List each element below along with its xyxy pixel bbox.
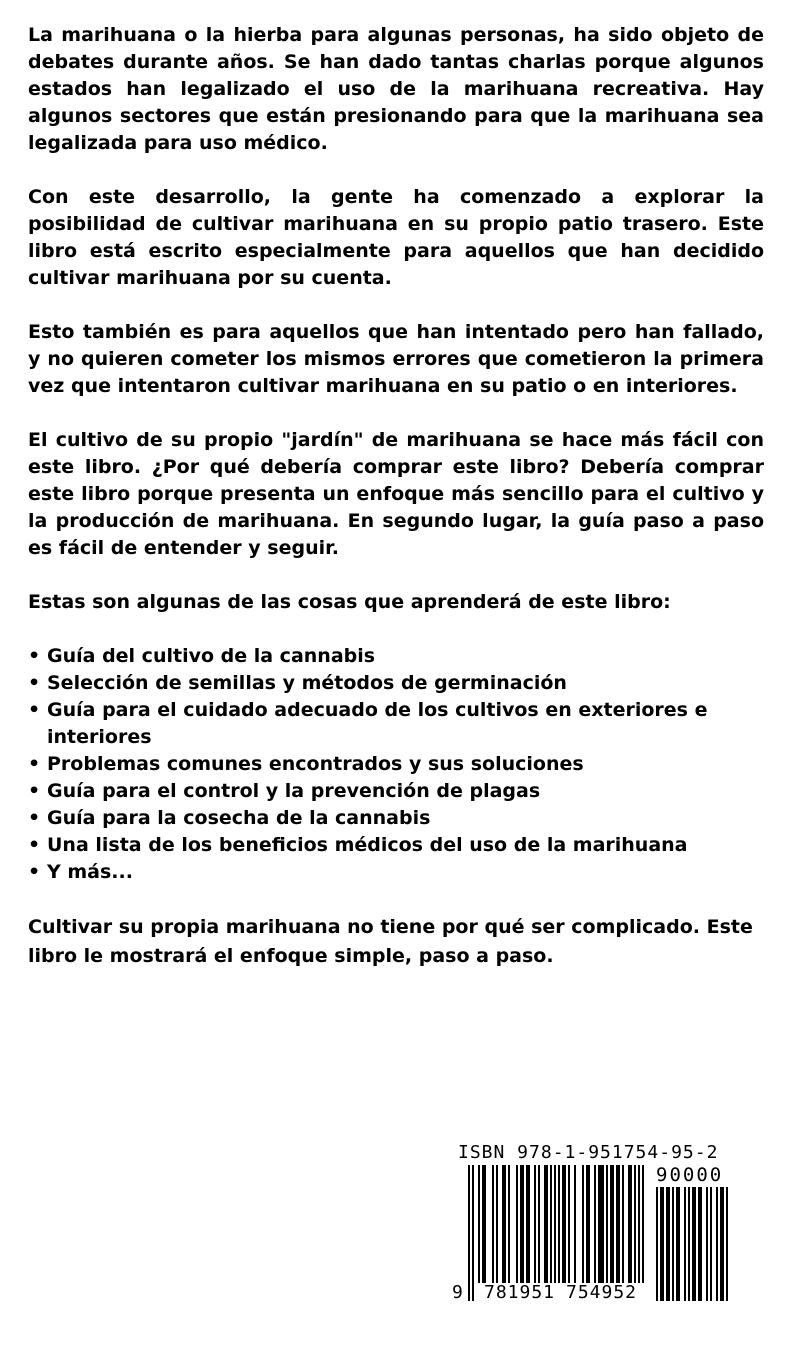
isbn-barcode	[452, 1143, 742, 1315]
barcode-bar	[720, 1187, 724, 1301]
list-item: • Problemas comunes encontrados y sus soluciones	[28, 751, 764, 778]
barcode-bar	[554, 1165, 556, 1283]
barcode-bar	[726, 1187, 728, 1301]
barcode-bar	[634, 1165, 636, 1283]
barcode-bar	[672, 1187, 674, 1301]
barcode-bar	[568, 1165, 570, 1283]
barcode-bar	[716, 1187, 718, 1301]
list-item: • Guía para la cosecha de la cannabis	[28, 805, 764, 832]
barcode-bar	[638, 1165, 640, 1283]
barcode-bar	[496, 1165, 498, 1283]
barcode-bar	[684, 1187, 686, 1301]
barcode-bar	[508, 1165, 510, 1283]
barcode-bar	[534, 1165, 536, 1283]
barcode-bar	[586, 1165, 590, 1283]
barcode-bar	[594, 1165, 596, 1283]
barcode-bar	[520, 1165, 524, 1283]
barcode-bar	[710, 1187, 712, 1301]
list-item: • Guía para el control y la prevención de plagas	[28, 778, 764, 805]
price-code: 90000	[656, 1164, 724, 1186]
barcode-bars-main	[468, 1165, 648, 1301]
list-intro: Estas son algunas de las cosas que aprenderá de este libro:	[28, 591, 671, 613]
barcode-bar	[558, 1165, 560, 1283]
list-item: • Y más...	[28, 859, 764, 886]
topic-list	[28, 643, 764, 886]
barcode-bar	[502, 1165, 506, 1283]
ean-left-digits: 781951	[484, 1282, 556, 1303]
barcode-bar	[582, 1165, 584, 1283]
barcode-bar	[676, 1187, 680, 1301]
barcode-bar	[574, 1165, 576, 1283]
barcode-bar	[516, 1165, 518, 1283]
barcode-bars-addon	[656, 1187, 738, 1301]
list-item: • Guía para el cuidado adecuado de los cultivos en exteriores e interiores	[28, 697, 764, 751]
barcode-bar	[550, 1165, 552, 1283]
barcode-bar	[606, 1165, 608, 1283]
barcode-bar	[692, 1187, 696, 1301]
barcode-bar	[598, 1165, 604, 1283]
barcode-bar	[666, 1187, 670, 1301]
barcode-bar	[562, 1165, 566, 1283]
paragraph-4: El cultivo de su propio "jardín" de marihuana se hace más fácil con este libro. ¿Por qué debería comprar este libro? Debería comprar este libro porque presenta un enfoque más sencillo para el cultivo y la producción de marihuana. En segundo lugar, la guía paso a paso es fácil de entender y seguir.	[28, 429, 764, 559]
list-item: • Selección de semillas y métodos de germinación	[28, 670, 764, 697]
barcode-bar	[492, 1165, 494, 1283]
barcode-bar	[706, 1187, 708, 1301]
barcode-bar	[616, 1165, 620, 1283]
barcode-bar	[478, 1165, 480, 1283]
ean-right-digits: 754952	[566, 1282, 638, 1303]
barcode-bar	[622, 1165, 624, 1283]
barcode-bar	[482, 1165, 486, 1283]
closing-statement: Cultivar su propia marihuana no tiene por qué ser complicado. Este libro le mostrará el enfoque simple, paso a paso.	[28, 916, 753, 967]
barcode-bar	[538, 1165, 540, 1283]
barcode-bar	[660, 1187, 664, 1301]
paragraph-1: La marihuana o la hierba para algunas personas, ha sido objeto de debates durante años. Se han dado tantas charlas porque algunos estados han legalizado el uso de la marihuana recreativa. Hay algunos sectores que están presionando para que la marihuana sea legalizada para uso médico.	[28, 24, 764, 154]
barcode-bar	[656, 1187, 658, 1301]
ean-first-digit: 9	[452, 1282, 463, 1303]
isbn-label: ISBN 978-1-951754-95-2	[458, 1142, 719, 1163]
barcode-bar	[472, 1165, 474, 1301]
barcode-bar	[526, 1165, 530, 1283]
paragraph-3: Esto también es para aquellos que han intentado pero han fallado, y no quieren cometer los mismos errores que cometieron la primera vez que intentaron cultivar marihuana en su patio o en interiores.	[28, 321, 764, 397]
barcode-bar	[544, 1165, 548, 1283]
barcode-bar	[610, 1165, 614, 1283]
paragraph-2: Con este desarrollo, la gente ha comenzado a explorar la posibilidad de cultivar marihuana en su propio patio trasero. Este libro está escrito especialmente para aquellos que han decidido cultivar marihuana por su cuenta.	[28, 186, 764, 289]
list-item: • Una lista de los beneficios médicos del uso de la marihuana	[28, 832, 764, 859]
barcode-bar	[468, 1165, 470, 1301]
back-cover-text	[28, 22, 764, 971]
barcode-bar	[698, 1187, 702, 1301]
barcode-bar	[628, 1165, 632, 1283]
barcode-bar	[688, 1187, 690, 1301]
list-item: • Guía del cultivo de la cannabis	[28, 643, 764, 670]
barcode-bar	[642, 1165, 644, 1283]
